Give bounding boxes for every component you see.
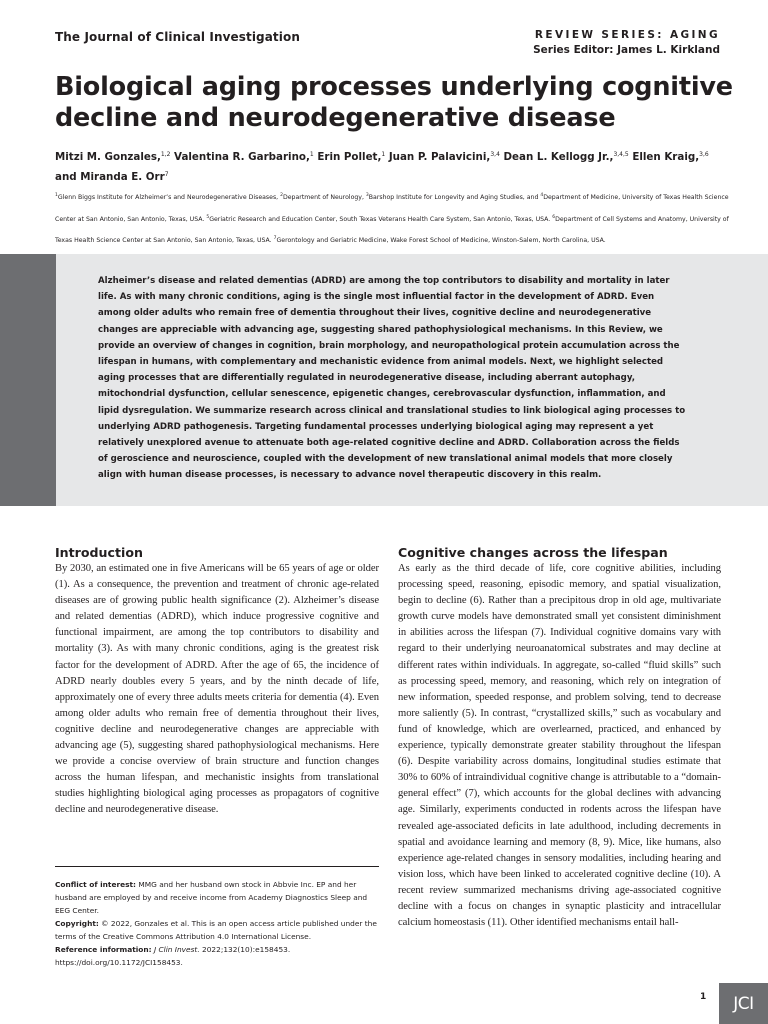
author[interactable]: Mitzi M. Gonzales,$^{1,2}$ (55, 151, 171, 163)
affiliations: $^1$Glenn Biggs Institute for Alzheimer’s and Neurodegenerative Diseases, $^2$Department of Neurology, $^3$Barshop Institute for Longevity and Aging Studies, and $^4$Department of Medicine, University of Texas Health Science Center at San Antonio, San Antonio, Texas, USA. $^5$Geriatric Research and Education Center, South Texas Veterans Health Care System, San Antonio, Texas, USA. $^6$Department of Cell Systems and Anatomy, University of Texas Health Science Center at San Antonio, San Antonio, Texas, USA. $^7$Gerontology and Geriatric Medicine, Wake Forest School of Medicine, Winston-Salem, North Carolina, USA. (55, 193, 729, 244)
abstract-side-bar (0, 254, 56, 506)
left-column (55, 544, 379, 819)
author[interactable]: Ellen Kraig,$^{3,6}$ (632, 151, 709, 163)
author[interactable]: Erin Pollet,$^1$ (317, 151, 386, 163)
footnotes (55, 878, 379, 969)
article-title: Biological aging processes underlying cognitive decline and neurodegenerative disease (55, 72, 733, 133)
jci-logo: JCI (719, 983, 768, 1024)
review-series-label: REVIEW SERIES: AGING (534, 29, 720, 41)
series-editor: Series Editor: James L. Kirkland (533, 44, 720, 56)
copyright-notice: Copyright: © 2022, Gonzales et al. This is an open access article published under the terms of the Creative Commons Attribution 4.0 International License. (55, 919, 377, 941)
introduction-paragraph: By 2030, an estimated one in five Americans will be 65 years of age or older (1). As a consequence, the prevention and treatment of chronic age-related diseases are of growing public health significance (2). Alzheimer’s disease and related dementias (ADRD), which induce progressive cognitive and functional impairment, are among the top contributors to disability and mortality (3). As with many chronic conditions, aging is the greatest risk factor for the development of ADRD. After the age of 65, the incidence of ADRD nearly doubles every 5 years, and by the ninth decade of life, approximately one of every three adults meets criteria for dementia (4). Even among older adults who remain free of dementia throughout their lives, cognitive decline and neurodegenerative changes are appreciable with advancing age (5), suggesting shared pathophysiological mechanisms. Here we provide a concise overview of brain structure and function changes across the human lifespan, and mechanistic insights from translational studies highlighting biological aging processes as propagators of cognitive decline and neurodegenerative disease. (55, 563, 379, 816)
series-info (533, 28, 720, 58)
section-heading-cognitive-changes: Cognitive changes across the lifespan (398, 545, 668, 560)
abstract-text: Alzheimer’s disease and related dementias (ADRD) are among the top contributors to disability and mortality in later life. As with many chronic conditions, aging is the single most influential factor in the development of ADRD. Even among older adults who remain free of dementia throughout their lives, cognitive decline and neurodegenerative changes are appreciable with advancing age, suggesting shared pathophysiological mechanisms. In this Review, we provide an overview of changes in cognition, brain morphology, and neuropathological protein accumulation across the lifespan in humans, with complementary and mechanistic evidence from animal models. Next, we highlight selected aging processes that are differentially regulated in neurodegenerative disease, including aberrant autophagy, mitochondrial dysfunction, cellular senescence, epigenetic changes, cerebrovascular dysfunction, inflammation, and lipid dysregulation. We summarize research across clinical and translational studies to link biological aging processes to underlying ADRD pathogenesis. Targeting fundamental processes underlying biological aging may represent a yet relatively unexplored avenue to attenuate both age-related cognitive decline and ADRD. Collaboration across the fields of geroscience and neuroscience, coupled with the development of new translational animal models that more closely align with human disease processes, is necessary to advance novel therapeutic discovery in this realm. (98, 276, 686, 481)
right-column (398, 544, 721, 931)
author[interactable]: Dean L. Kellogg Jr.,$^{3,4,5}$ (503, 151, 629, 163)
journal-name: The Journal of Clinical Investigation (55, 30, 300, 44)
author-list (55, 146, 735, 186)
conflict-of-interest: Conflict of interest: MMG and her husband own stock in Abbvie Inc. EP and her husband are employed by and receive income from Academy Diagnostics Sleep and EEG Center. (55, 880, 368, 915)
author[interactable]: Valentina R. Garbarino,$^1$ (174, 151, 314, 163)
author[interactable]: and Miranda E. Orr$^7$ (55, 171, 169, 183)
author[interactable]: Juan P. Palavicini,$^{3,4}$ (388, 151, 500, 163)
reference-information[interactable]: Reference information: J Clin Invest. 2022;132(10):e158453. https://doi.org/10.1172/JCI158453. (55, 945, 291, 967)
section-heading-introduction: Introduction (55, 545, 143, 560)
cognitive-changes-paragraph: As early as the third decade of life, core cognitive abilities, including processing speed, reasoning, episodic memory, and spatial visualization, begin to decline (6). Rather than a precipitous drop in old age, multivariate growth curve models have demonstrated small yet consistent diminishment in abilities across the lifespan (7). Individual cognitive domains vary with regard to their underlying neuroanatomical substrates and may decline at different rates within individuals. In aggregate, so-called “fluid skills” such as processing speed, memory, and reasoning, which rely on integration of new information, speeded response, and problem solving, tend to decrease more saliently (5). In contrast, “crystallized skills,” such as vocabulary and fund of knowledge, which are overlearned, practiced, and enhanced by experience, typically demonstrate greater stability throughout the lifespan (6). Despite variability across domains, longitudinal studies estimate that 30% to 60% of intraindividual cognitive change is attributable to a “domain-general effect” (7), which accounts for the global declines with advancing age. Similarly, experiments conducted in rodents across the lifespan have revealed age-associated deficits in late adulthood, including decrements in spatial and avoidance learning and memory (8, 9). Mice, like humans, also experience age-related changes in sensory modalities, including hearing and vision loss, which have been linked to accelerated cognitive decline (10). A recent review summarized mechanisms driving age-associated cognitive decline with a focus on changes in synaptic plasticity and intracellular calcium homeostasis (11). Other identified mechanisms entail hall- (398, 563, 721, 929)
footnote-divider (55, 866, 379, 867)
page-number: 1 (700, 992, 707, 1002)
